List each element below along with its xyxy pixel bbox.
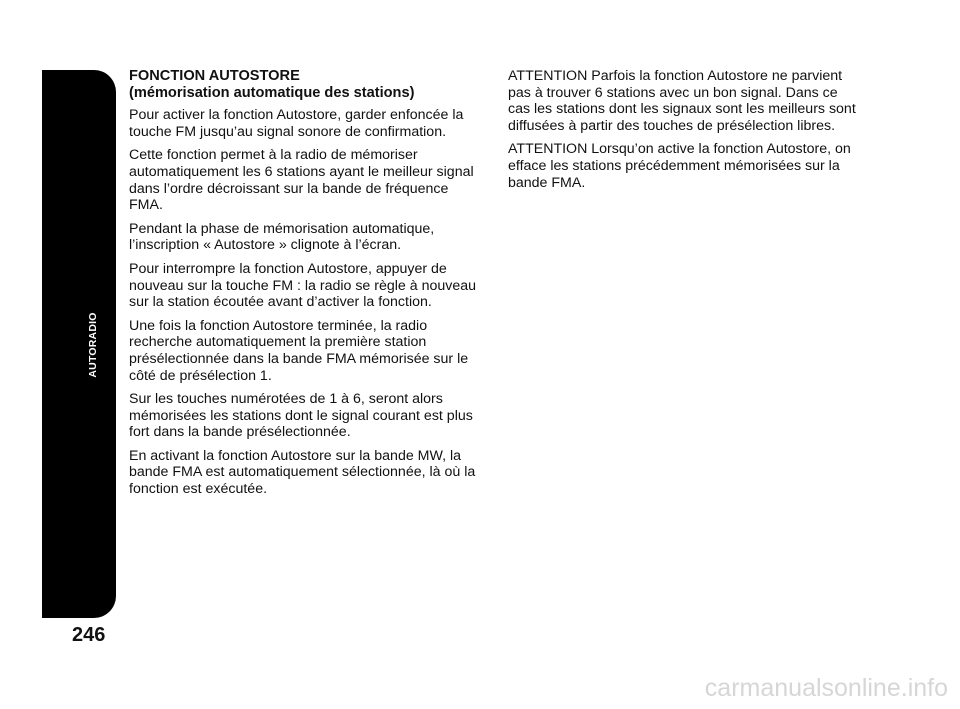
heading-subtitle: (mémorisation automatique des stations): [129, 84, 415, 101]
paragraph: Pour interrompre la fonction Autostore, appuyer de nouveau sur la touche FM : la radio se règle à nouveau sur la station écoutée avant d’activer la fonction.: [129, 260, 477, 311]
paragraph: Pour activer la fonction Autostore, garder enfoncée la touche FM jusqu’au signal sonore de confirmation.: [129, 107, 464, 140]
right-column: [508, 68, 860, 198]
warning-paragraph: ATTENTION Lorsqu’on active la fonction Autostore, on efface les stations précédemment mémorisées sur la bande FMA.: [508, 141, 851, 191]
paragraph: Pendant la phase de mémorisation automatique, l’inscription « Autostore » clignote à l’écran.: [129, 220, 435, 254]
paragraph: Sur les touches numérotées de 1 à 6, seront alors mémorisées les stations dont le signal courant est plus fort dans la bande présélectionnée.: [129, 391, 473, 441]
section-label: AUTORADIO: [87, 312, 99, 378]
paragraph: Cette fonction permet à la radio de mémoriser automatiquement les 6 stations ayant le meilleur signal dans l’ordre décroissant sur la bande de fréquence FMA.: [129, 147, 474, 214]
page-number: 246: [72, 624, 106, 646]
paragraph: Une fois la fonction Autostore terminée, la radio recherche automatiquement la première station présélectionnée dans la bande FMA mémorisée sur le côté de présélection 1.: [129, 317, 469, 384]
side-bar: [42, 70, 116, 618]
left-column: [129, 68, 481, 505]
watermark: carmanualsonline.info: [704, 674, 948, 702]
heading-title: FONCTION AUTOSTORE: [129, 68, 300, 84]
section-heading: [129, 68, 481, 101]
warning-paragraph: ATTENTION Parfois la fonction Autostore ne parvient pas à trouver 6 stations avec un bon signal. Dans ce cas les stations dont les signaux sont les meilleurs sont diffusées à partir des touches de présélection libres.: [508, 68, 856, 134]
paragraph: En activant la fonction Autostore sur la bande MW, la bande FMA est automatiquement sélectionnée, là où la fonction est exécutée.: [129, 447, 476, 498]
